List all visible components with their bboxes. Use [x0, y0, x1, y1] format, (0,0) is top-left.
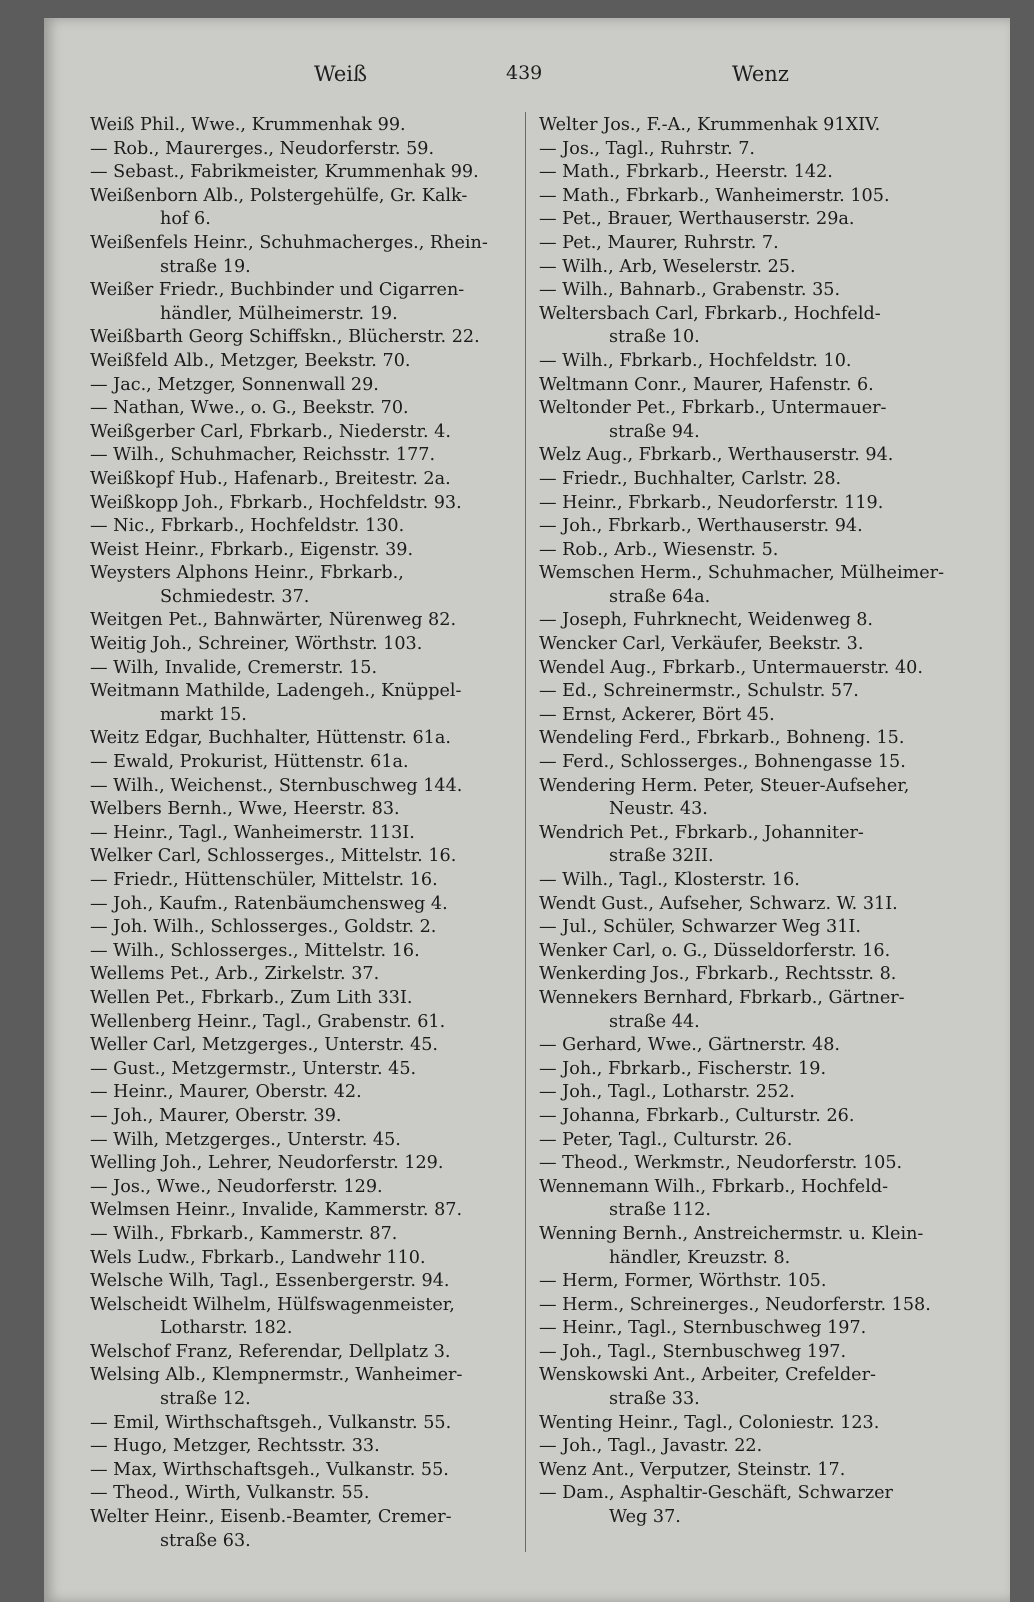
- directory-entry: Weltmann Conr., Maurer, Hafenstr. 6.: [539, 374, 874, 395]
- directory-entry: — Nic., Fbrkarb., Hochfeldstr. 130.: [90, 516, 405, 537]
- directory-entry: Wendering Herm. Peter, Steuer-Aufseher,: [539, 775, 910, 796]
- directory-entry: — Sebast., Fabrikmeister, Krummenhak 99.: [90, 162, 479, 183]
- directory-entry: — Peter, Tagl., Culturstr. 26.: [539, 1129, 793, 1150]
- directory-entry: Wenz Ant., Verputzer, Steinstr. 17.: [539, 1459, 846, 1480]
- directory-entry: — Joh., Kaufm., Ratenbäumchensweg 4.: [90, 893, 448, 914]
- directory-entry: — Friedr., Hüttenschüler, Mittelstr. 16.: [90, 870, 438, 890]
- directory-entry: — Johanna, Fbrkarb., Culturstr. 26.: [539, 1105, 855, 1126]
- directory-entry: — Joh., Tagl., Sternbuschweg 197.: [539, 1341, 847, 1362]
- directory-entry: Wenskowski Ant., Arbeiter, Crefelder-: [539, 1365, 876, 1386]
- directory-entry: Weitig Joh., Schreiner, Wörthstr. 103.: [90, 634, 423, 655]
- directory-entry: Wennekers Bernhard, Fbrkarb., Gärtner-: [539, 987, 905, 1008]
- directory-entry: Welz Aug., Fbrkarb., Werthauserstr. 94.: [539, 445, 894, 466]
- page-header: [44, 62, 1010, 96]
- directory-entry-continuation: straße 112.: [609, 1200, 711, 1221]
- directory-entry: — Ed., Schreinermstr., Schulstr. 57.: [539, 681, 859, 702]
- directory-entry: — Friedr., Buchhalter, Carlstr. 28.: [539, 468, 842, 489]
- directory-entry: — Wilh, Invalide, Cremerstr. 15.: [90, 657, 378, 678]
- right-column: [539, 114, 979, 1530]
- directory-entry: — Wilh., Tagl., Klosterstr. 16.: [539, 870, 800, 890]
- page-number: 439: [506, 62, 543, 84]
- directory-entry: Wendrich Pet., Fbrkarb., Johanniter-: [539, 822, 864, 843]
- directory-entry: — Theod., Wirth, Vulkanstr. 55.: [90, 1483, 370, 1504]
- directory-entry: — Max, Wirthschaftsgeh., Vulkanstr. 55.: [90, 1459, 449, 1480]
- directory-entry: — Herm, Former, Wörthstr. 105.: [539, 1271, 827, 1292]
- directory-entry: — Wilh., Schlosserges., Mittelstr. 16.: [90, 940, 420, 961]
- directory-entry: Wenning Bernh., Anstreichermstr. u. Klein-: [539, 1223, 924, 1244]
- directory-entry-continuation: straße 33.: [609, 1389, 700, 1410]
- directory-entry: — Joh., Tagl., Lotharstr. 252.: [539, 1082, 795, 1103]
- directory-entry: Weitgen Pet., Bahnwärter, Nürenweg 82.: [90, 610, 457, 631]
- directory-entry: — Joh., Tagl., Javastr. 22.: [539, 1436, 763, 1457]
- directory-entry: Welling Joh., Lehrer, Neudorferstr. 129.: [90, 1153, 444, 1174]
- directory-entry: — Math., Fbrkarb., Heerstr. 142.: [539, 162, 833, 183]
- directory-entry: Wellenberg Heinr., Tagl., Grabenstr. 61.: [90, 1011, 446, 1032]
- directory-entry: Wendeling Ferd., Fbrkarb., Bohneng. 15.: [539, 728, 905, 749]
- directory-entry-continuation: straße 64a.: [609, 586, 711, 607]
- directory-entry-continuation: Schmiedestr. 37.: [160, 586, 310, 607]
- directory-entry: Wencker Carl, Verkäufer, Beekstr. 3.: [539, 634, 864, 655]
- directory-entry: Welsing Alb., Klempnermstr., Wanheimer-: [90, 1365, 463, 1386]
- directory-entry: — Rob., Arb., Wiesenstr. 5.: [539, 539, 779, 560]
- directory-entry: — Wilh., Fbrkarb., Kammerstr. 87.: [90, 1223, 398, 1244]
- directory-entry: Wenkerding Jos., Fbrkarb., Rechtsstr. 8.: [539, 964, 897, 985]
- directory-entry: — Wilh, Metzgerges., Unterstr. 45.: [90, 1129, 401, 1150]
- directory-entry: — Gerhard, Wwe., Gärtnerstr. 48.: [539, 1035, 840, 1056]
- directory-entry: Welmsen Heinr., Invalide, Kammerstr. 87.: [90, 1200, 463, 1221]
- directory-entry: — Jul., Schüler, Schwarzer Weg 31I.: [539, 917, 861, 938]
- directory-entry: Weltersbach Carl, Fbrkarb., Hochfeld-: [539, 303, 881, 324]
- directory-entry: — Joh., Maurer, Oberstr. 39.: [90, 1105, 342, 1126]
- directory-entry-continuation: händler, Mülheimerstr. 19.: [160, 303, 398, 324]
- directory-entry: — Ernst, Ackerer, Bört 45.: [539, 704, 775, 725]
- directory-entry: Weißfeld Alb., Metzger, Beekstr. 70.: [90, 350, 411, 371]
- directory-entry: Wellems Pet., Arb., Zirkelstr. 37.: [90, 964, 380, 985]
- directory-entry: — Wilh., Bahnarb., Grabenstr. 35.: [539, 280, 841, 301]
- directory-entry: — Jos., Wwe., Neudorferstr. 129.: [90, 1176, 383, 1197]
- directory-entry: — Rob., Maurerges., Neudorferstr. 59.: [90, 138, 435, 159]
- directory-entry: Welter Jos., F.-A., Krummenhak 91XIV.: [539, 115, 881, 135]
- directory-entry-continuation: straße 63.: [160, 1530, 251, 1551]
- directory-entry-continuation: Weg 37.: [609, 1507, 681, 1528]
- directory-entry: Weltonder Pet., Fbrkarb., Untermauer-: [539, 398, 887, 419]
- directory-page: [44, 18, 1010, 1602]
- directory-entry: Wendt Gust., Aufseher, Schwarz. W. 31I.: [539, 893, 898, 914]
- directory-entry: Weißkopf Hub., Hafenarb., Breitestr. 2a.: [90, 468, 451, 489]
- directory-entry: Welscheidt Wilhelm, Hülfswagenmeister,: [90, 1294, 455, 1315]
- directory-entry: Weißgerber Carl, Fbrkarb., Niederstr. 4.: [90, 421, 451, 442]
- directory-entry-continuation: händler, Kreuzstr. 8.: [609, 1247, 791, 1268]
- directory-entry: — Wilh., Weichenst., Sternbuschweg 144.: [90, 775, 463, 796]
- directory-entry: — Hugo, Metzger, Rechtsstr. 33.: [90, 1436, 380, 1457]
- directory-entry: — Wilh., Arb, Weselerstr. 25.: [539, 256, 796, 277]
- directory-entry-continuation: straße 32II.: [609, 846, 714, 867]
- directory-entry: — Ewald, Prokurist, Hüttenstr. 61a.: [90, 752, 409, 773]
- directory-entry: — Jos., Tagl., Ruhrstr. 7.: [539, 138, 756, 159]
- directory-entry: — Dam., Asphaltir-Geschäft, Schwarzer: [539, 1483, 893, 1504]
- directory-entry: Welter Heinr., Eisenb.-Beamter, Cremer-: [90, 1507, 452, 1528]
- directory-entry: — Pet., Brauer, Werthauserstr. 29a.: [539, 209, 855, 230]
- directory-entry: — Joh., Fbrkarb., Fischerstr. 19.: [539, 1058, 827, 1079]
- directory-entry-continuation: Lotharstr. 182.: [160, 1318, 293, 1339]
- directory-entry: — Joh., Fbrkarb., Werthauserstr. 94.: [539, 516, 863, 537]
- directory-entry: Welschof Franz, Referendar, Dellplatz 3.: [90, 1341, 451, 1362]
- directory-entry: Weysters Alphons Heinr., Fbrkarb.,: [90, 563, 404, 584]
- directory-entry: — Joseph, Fuhrknecht, Weidenweg 8.: [539, 610, 873, 631]
- directory-entry: Wenker Carl, o. G., Düsseldorferstr. 16.: [539, 940, 891, 961]
- directory-entry: Welsche Wilh, Tagl., Essenbergerstr. 94.: [90, 1271, 450, 1292]
- directory-entry: — Theod., Werkmstr., Neudorferstr. 105.: [539, 1153, 903, 1174]
- directory-entry: Wellen Pet., Fbrkarb., Zum Lith 33I.: [90, 987, 413, 1008]
- directory-entry: — Gust., Metzgermstr., Unterstr. 45.: [90, 1058, 417, 1079]
- directory-entry-continuation: straße 12.: [160, 1389, 251, 1410]
- directory-entry: — Emil, Wirthschaftsgeh., Vulkanstr. 55.: [90, 1412, 452, 1433]
- directory-entry: Weißenfels Heinr., Schuhmacherges., Rhein-: [90, 232, 488, 253]
- directory-entry: — Wilh., Schuhmacher, Reichsstr. 177.: [90, 445, 436, 466]
- left-column: [90, 114, 530, 1553]
- directory-entry: Welbers Bernh., Wwe, Heerstr. 83.: [90, 799, 400, 820]
- directory-entry-continuation: straße 10.: [609, 327, 700, 348]
- directory-entry-continuation: straße 19.: [160, 256, 251, 277]
- directory-entry: — Pet., Maurer, Ruhrstr. 7.: [539, 232, 779, 253]
- directory-entry: Weller Carl, Metzgerges., Unterstr. 45.: [90, 1035, 439, 1056]
- directory-entry: Weißenborn Alb., Polstergehülfe, Gr. Kalk-: [90, 185, 468, 206]
- directory-entry: Weißer Friedr., Buchbinder und Cigarren-: [90, 280, 465, 301]
- directory-entry: — Wilh., Fbrkarb., Hochfeldstr. 10.: [539, 350, 852, 371]
- directory-entry-continuation: hof 6.: [160, 209, 211, 230]
- directory-entry: Weißbarth Georg Schiffskn., Blücherstr. 22.: [90, 327, 480, 348]
- directory-entry-continuation: Neustr. 43.: [609, 799, 708, 820]
- directory-entry: — Math., Fbrkarb., Wanheimerstr. 105.: [539, 185, 890, 206]
- directory-entry-continuation: straße 94.: [609, 421, 700, 442]
- directory-entry: — Joh. Wilh., Schlosserges., Goldstr. 2.: [90, 917, 437, 938]
- directory-entry: Weist Heinr., Fbrkarb., Eigenstr. 39.: [90, 539, 414, 560]
- directory-entry: — Heinr., Fbrkarb., Neudorferstr. 119.: [539, 492, 884, 513]
- directory-entry: — Heinr., Tagl., Wanheimerstr. 113I.: [90, 822, 415, 843]
- directory-entry: Weiß Phil., Wwe., Krummenhak 99.: [90, 115, 406, 135]
- directory-entry: Weitz Edgar, Buchhalter, Hüttenstr. 61a.: [90, 728, 451, 749]
- directory-entry: — Heinr., Maurer, Oberstr. 42.: [90, 1082, 362, 1103]
- directory-entry: — Jac., Metzger, Sonnenwall 29.: [90, 374, 379, 395]
- directory-entry: Weißkopp Joh., Fbrkarb., Hochfeldstr. 93.: [90, 492, 462, 513]
- directory-entry: — Ferd., Schlosserges., Bohnengasse 15.: [539, 752, 906, 773]
- directory-entry: Wendel Aug., Fbrkarb., Untermauerstr. 40.: [539, 657, 923, 678]
- directory-entry: Welker Carl, Schlosserges., Mittelstr. 16.: [90, 846, 457, 867]
- directory-entry: Weitmann Mathilde, Ladengeh., Knüppel-: [90, 681, 462, 702]
- directory-entry: — Heinr., Tagl., Sternbuschweg 197.: [539, 1318, 867, 1339]
- directory-entry: — Herm., Schreinerges., Neudorferstr. 158.: [539, 1294, 931, 1315]
- header-left-keyword: Weiß: [314, 62, 368, 86]
- directory-entry: Wenting Heinr., Tagl., Coloniestr. 123.: [539, 1412, 880, 1433]
- directory-entry: Wels Ludw., Fbrkarb., Landwehr 110.: [90, 1247, 426, 1268]
- directory-entry-continuation: straße 44.: [609, 1011, 700, 1032]
- directory-entry: — Nathan, Wwe., o. G., Beekstr. 70.: [90, 398, 409, 419]
- header-right-keyword: Wenz: [732, 62, 789, 86]
- directory-entry-continuation: markt 15.: [160, 704, 247, 725]
- directory-entry: Wemschen Herm., Schuhmacher, Mülheimer-: [539, 563, 945, 584]
- directory-entry: Wennemann Wilh., Fbrkarb., Hochfeld-: [539, 1176, 889, 1197]
